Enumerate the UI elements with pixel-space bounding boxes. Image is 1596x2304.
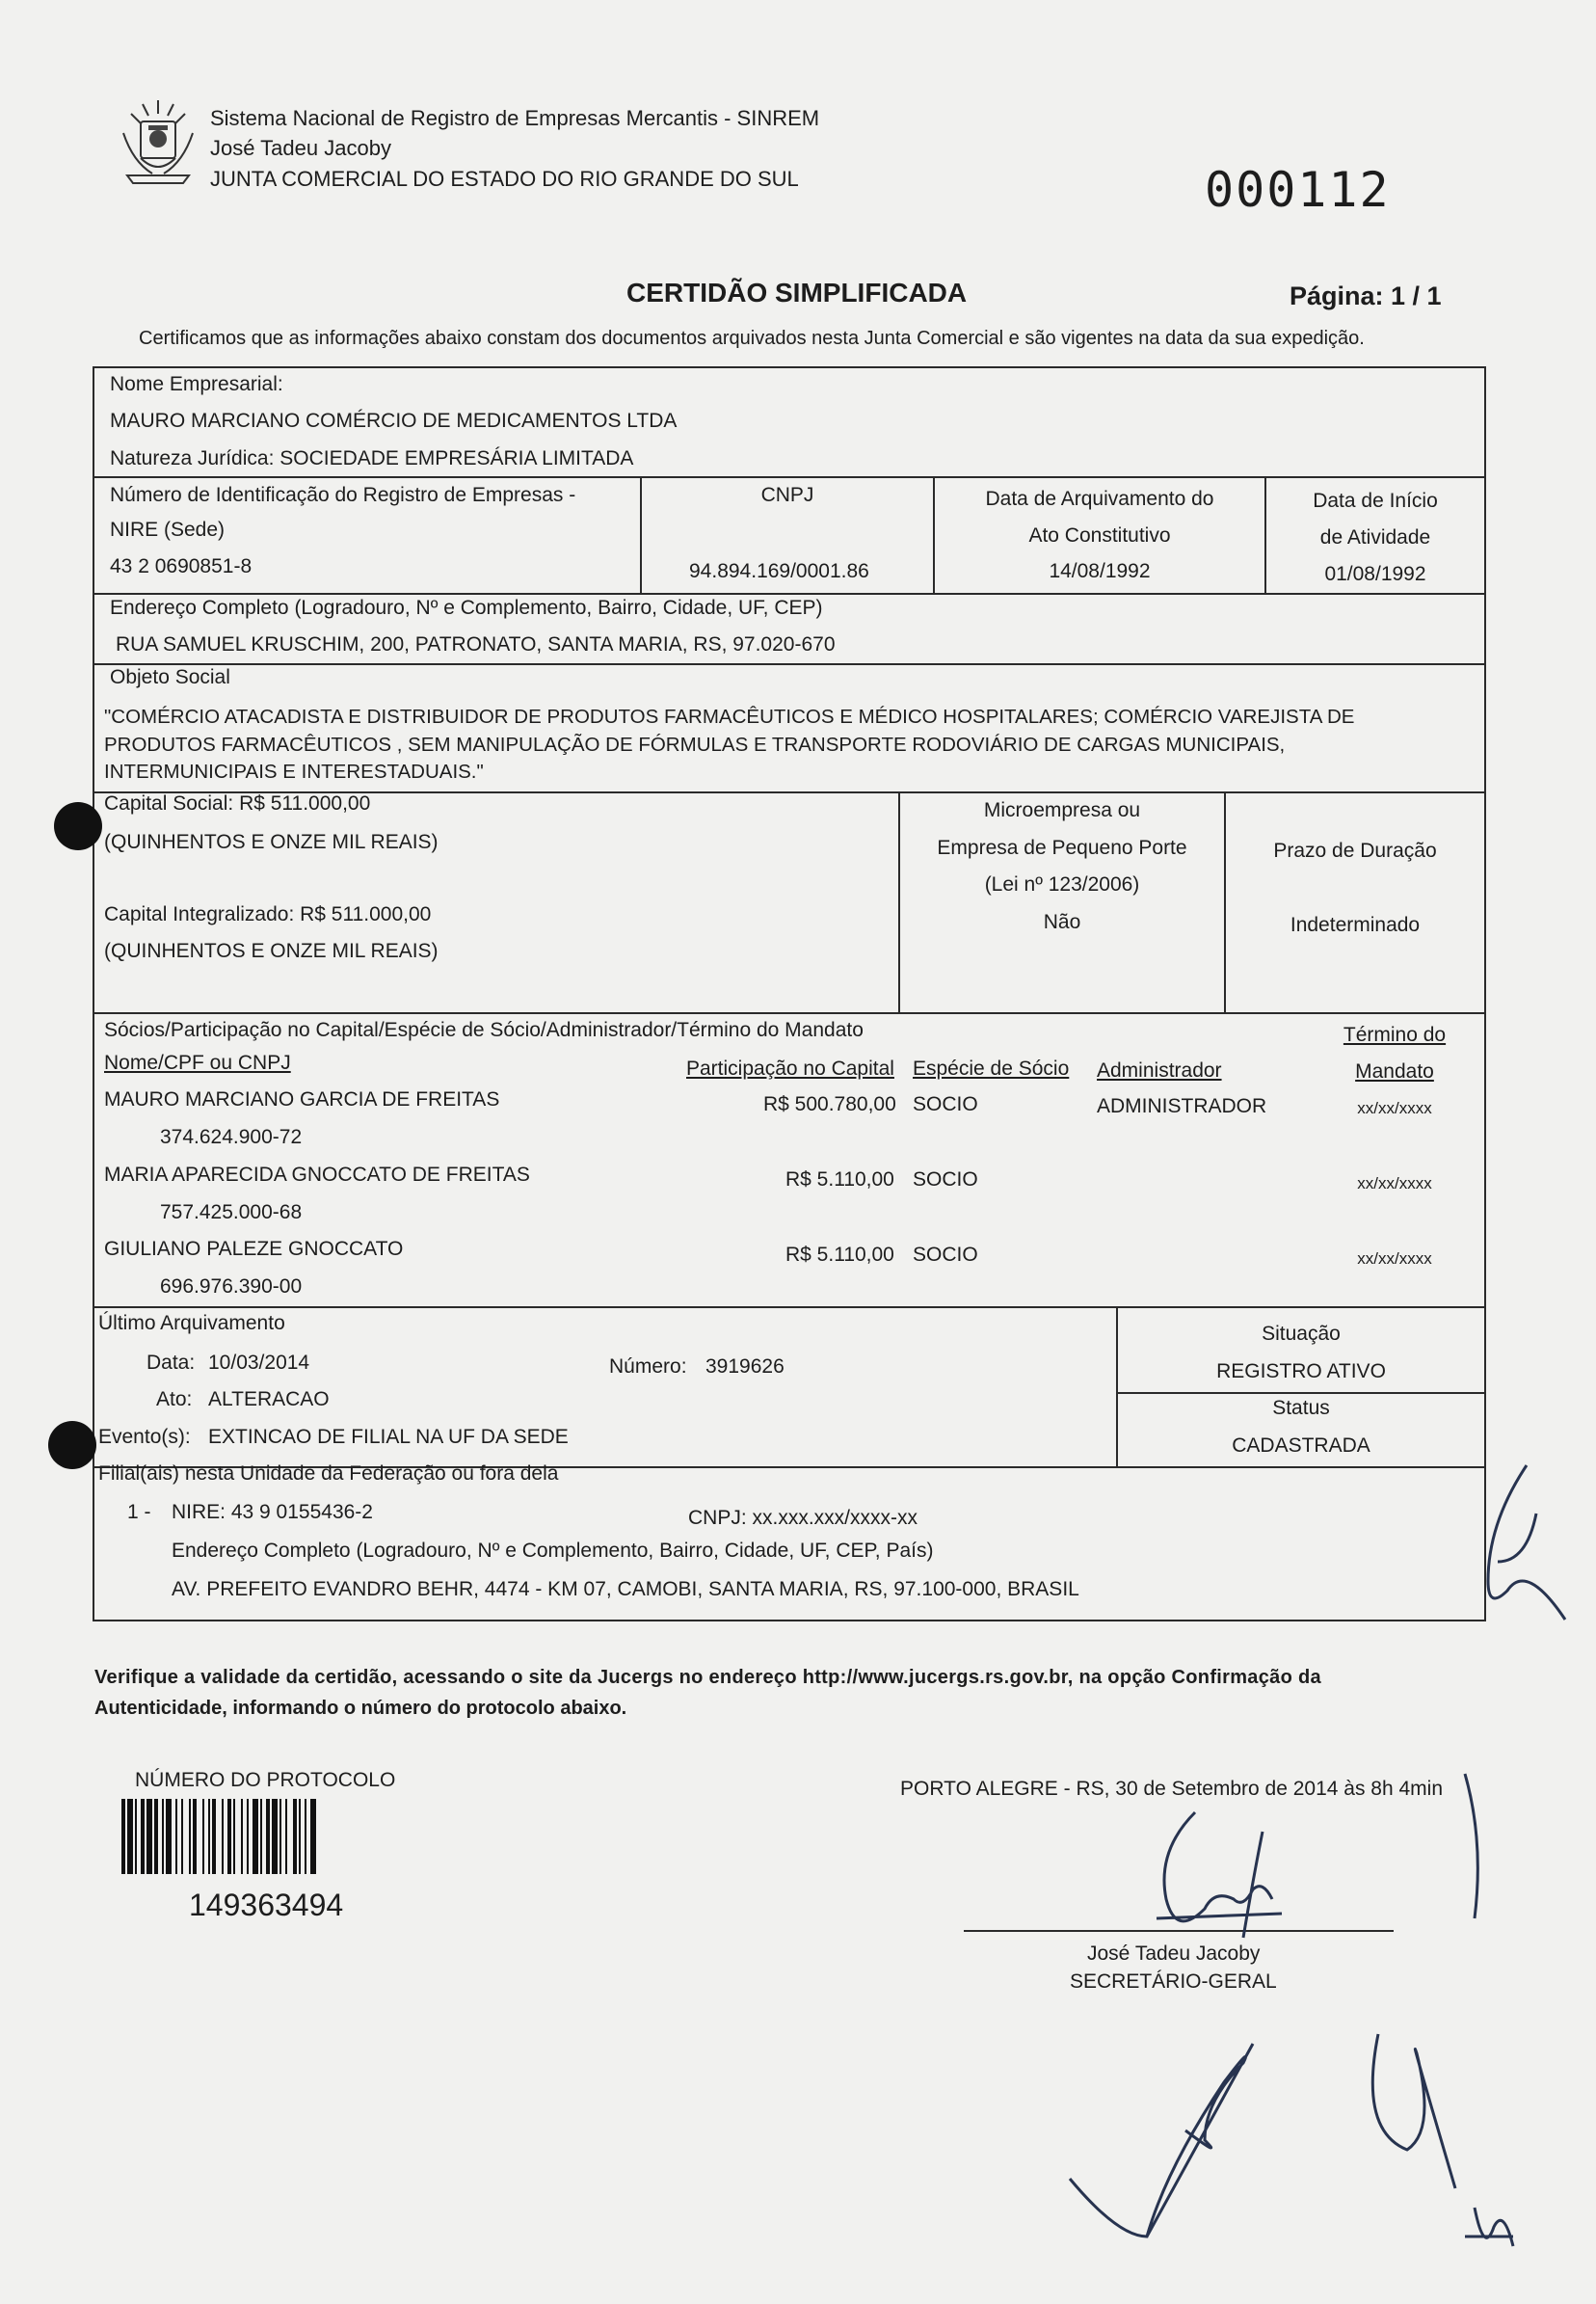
branch-cnpj: CNPJ: xx.xxx.xxx/xxxx-xx <box>688 1507 918 1529</box>
start-date-label-2: de Atividade <box>1319 526 1431 549</box>
corner-scribble <box>1349 2015 1523 2265</box>
partner-cpf: 696.976.390-00 <box>160 1275 303 1298</box>
barcode-icon <box>121 1799 412 1874</box>
partner-share: R$ 5.110,00 <box>785 1168 894 1191</box>
partner-type: SOCIO <box>913 1244 978 1266</box>
last-filing-label: Último Arquivamento <box>98 1312 285 1334</box>
filing-date-label: Data de Arquivamento do <box>985 488 1214 510</box>
signer-name: José Tadeu Jacoby <box>1087 1942 1261 1965</box>
partner-name: MAURO MARCIANO GARCIA DE FREITAS <box>104 1088 500 1111</box>
partner-name: GIULIANO PALEZE GNOCCATO <box>104 1238 404 1260</box>
last-filing-date-label: Data: <box>146 1352 196 1374</box>
partner-share: R$ 500.780,00 <box>763 1093 896 1115</box>
margin-line-scribble <box>1446 1764 1503 1928</box>
partner-admin: ADMINISTRADOR <box>1097 1095 1267 1117</box>
branch-address: AV. PREFEITO EVANDRO BEHR, 4474 - KM 07, CAMOBI, SANTA MARIA, RS, 97.100-000, BRASIL <box>172 1578 1079 1600</box>
me-label-2: Empresa de Pequeno Porte <box>937 837 1187 859</box>
partner-cpf: 757.425.000-68 <box>160 1201 303 1223</box>
col-term-header-2: Mandato <box>1355 1060 1434 1083</box>
person-name: José Tadeu Jacoby <box>210 136 391 160</box>
sheet-number: 000112 <box>1205 162 1391 218</box>
margin-initial-scribble <box>1469 1456 1575 1629</box>
signature-scribble <box>1118 1793 1311 1947</box>
situation-value: REGISTRO ATIVO <box>1216 1360 1386 1382</box>
partner-type: SOCIO <box>913 1093 978 1115</box>
partner-name: MARIA APARECIDA GNOCCATO DE FREITAS <box>104 1164 530 1186</box>
col-term-header: Término do <box>1343 1024 1447 1046</box>
capital-integralizado-words: (QUINHENTOS E ONZE MIL REAIS) <box>104 940 439 962</box>
nire-label-sede: NIRE (Sede) <box>110 519 226 541</box>
partner-term: xx/xx/xxxx <box>1357 1174 1432 1192</box>
object-line: INTERMUNICIPAIS E INTERESTADUAIS." <box>104 761 484 783</box>
branch-index: 1 - <box>127 1501 151 1523</box>
partner-cpf: 374.624.900-72 <box>160 1126 303 1148</box>
capital-social-words: (QUINHENTOS E ONZE MIL REAIS) <box>104 831 439 853</box>
last-filing-event: EXTINCAO DE FILIAL NA UF DA SEDE <box>208 1426 569 1448</box>
protocol-label: NÚMERO DO PROTOCOLO <box>135 1769 396 1791</box>
verify-line: Autenticidade, informando o número do protocolo abaixo. <box>94 1698 627 1719</box>
signer-role: SECRETÁRIO-GERAL <box>1070 1970 1277 1993</box>
col-type-header: Espécie de Sócio <box>913 1058 1070 1080</box>
partners-section-label: Sócios/Participação no Capital/Espécie de Sócio/Administrador/Término do Mandato <box>104 1019 864 1041</box>
partner-term: xx/xx/xxxx <box>1357 1099 1432 1117</box>
start-date-value: 01/08/1992 <box>1324 563 1426 585</box>
capital-social: Capital Social: R$ 511.000,00 <box>104 792 371 815</box>
capital-integralizado: Capital Integralizado: R$ 511.000,00 <box>104 903 432 925</box>
object-line: "COMÉRCIO ATACADISTA E DISTRIBUIDOR DE PRODUTOS FARMACÊUTICOS E MÉDICO HOSPITALARES; COMÉRCIO VAREJISTA DE <box>104 706 1355 728</box>
object-line: PRODUTOS FARMACÊUTICOS , SEM MANIPULAÇÃO DE FÓRMULAS E TRANSPORTE RODOVIÁRIO DE CARGAS MUNICIPAIS, <box>104 734 1286 756</box>
last-filing-event-label: Evento(s): <box>98 1426 191 1448</box>
branch-label: Filial(ais) nesta Unidade da Federação ou fora dela <box>98 1462 559 1485</box>
company-name-label: Nome Empresarial: <box>110 373 283 395</box>
filing-date-value: 14/08/1992 <box>1049 560 1151 582</box>
punch-hole <box>54 802 102 850</box>
punch-hole <box>48 1421 96 1469</box>
page-title: CERTIDÃO SIMPLIFICADA <box>626 278 968 308</box>
col-admin-header: Administrador <box>1097 1059 1222 1082</box>
me-label: Microempresa ou <box>983 799 1141 821</box>
board-name: JUNTA COMERCIAL DO ESTADO DO RIO GRANDE DO SUL <box>210 167 799 191</box>
object-label: Objeto Social <box>110 666 230 688</box>
last-filing-act-label: Ato: <box>156 1388 193 1410</box>
verify-line: Verifique a validade da certidão, acessando o site da Jucergs no endereço http://www.jucergs.rs.gov.br, na opção Confirmação da <box>94 1667 1321 1688</box>
last-filing-number-label: Número: <box>609 1355 687 1378</box>
me-value: Não <box>1043 911 1081 933</box>
intro-text: Certificamos que as informações abaixo constam dos documentos arquivados nesta Junta Comercial e são vigentes na data da sua expedição. <box>139 328 1365 349</box>
protocol-number: 149363494 <box>189 1888 344 1922</box>
branch-nire: NIRE: 43 9 0155436-2 <box>172 1501 373 1523</box>
situation-label: Situação <box>1262 1323 1341 1345</box>
nire-label: Número de Identificação do Registro de Empresas - <box>110 484 576 506</box>
address-label: Endereço Completo (Logradouro, Nº e Complemento, Bairro, Cidade, UF, CEP) <box>110 597 823 619</box>
last-filing-act: ALTERACAO <box>208 1388 330 1410</box>
legal-nature: Natureza Jurídica: SOCIEDADE EMPRESÁRIA LIMITADA <box>110 447 634 469</box>
last-filing-date: 10/03/2014 <box>208 1352 310 1374</box>
filing-date-label-2: Ato Constitutivo <box>1028 524 1171 547</box>
me-law: (Lei nº 123/2006) <box>984 873 1140 896</box>
checkmark-scribble <box>1060 2024 1291 2246</box>
last-filing-number: 3919626 <box>705 1355 785 1378</box>
system-name: Sistema Nacional de Registro de Empresas Mercantis - SINREM <box>210 106 820 130</box>
issue-place-date: PORTO ALEGRE - RS, 30 de Setembro de 2014 às 8h 4min <box>900 1778 1444 1800</box>
partner-share: R$ 5.110,00 <box>785 1244 894 1266</box>
col-name-header: Nome/CPF ou CNPJ <box>104 1052 291 1074</box>
start-date-label: Data de Início <box>1313 490 1438 512</box>
cnpj-value: 94.894.169/0001.86 <box>689 560 869 582</box>
partner-type: SOCIO <box>913 1168 978 1191</box>
branch-address-label: Endereço Completo (Logradouro, Nº e Complemento, Bairro, Cidade, UF, CEP, País) <box>172 1540 934 1562</box>
company-name: MAURO MARCIANO COMÉRCIO DE MEDICAMENTOS LTDA <box>110 410 678 432</box>
col-share-header: Participação no Capital <box>686 1058 894 1080</box>
nire-value: 43 2 0690851-8 <box>110 555 253 577</box>
status-value: CADASTRADA <box>1232 1434 1370 1457</box>
page-counter: Página: 1 / 1 <box>1290 281 1442 310</box>
duration-value: Indeterminado <box>1290 914 1421 936</box>
duration-label: Prazo de Duração <box>1273 840 1437 862</box>
status-label: Status <box>1272 1397 1330 1419</box>
cnpj-label: CNPJ <box>760 484 814 506</box>
partner-term: xx/xx/xxxx <box>1357 1249 1432 1268</box>
address-value: RUA SAMUEL KRUSCHIM, 200, PATRONATO, SANTA MARIA, RS, 97.020-670 <box>116 633 836 656</box>
coat-of-arms-icon <box>114 94 202 189</box>
